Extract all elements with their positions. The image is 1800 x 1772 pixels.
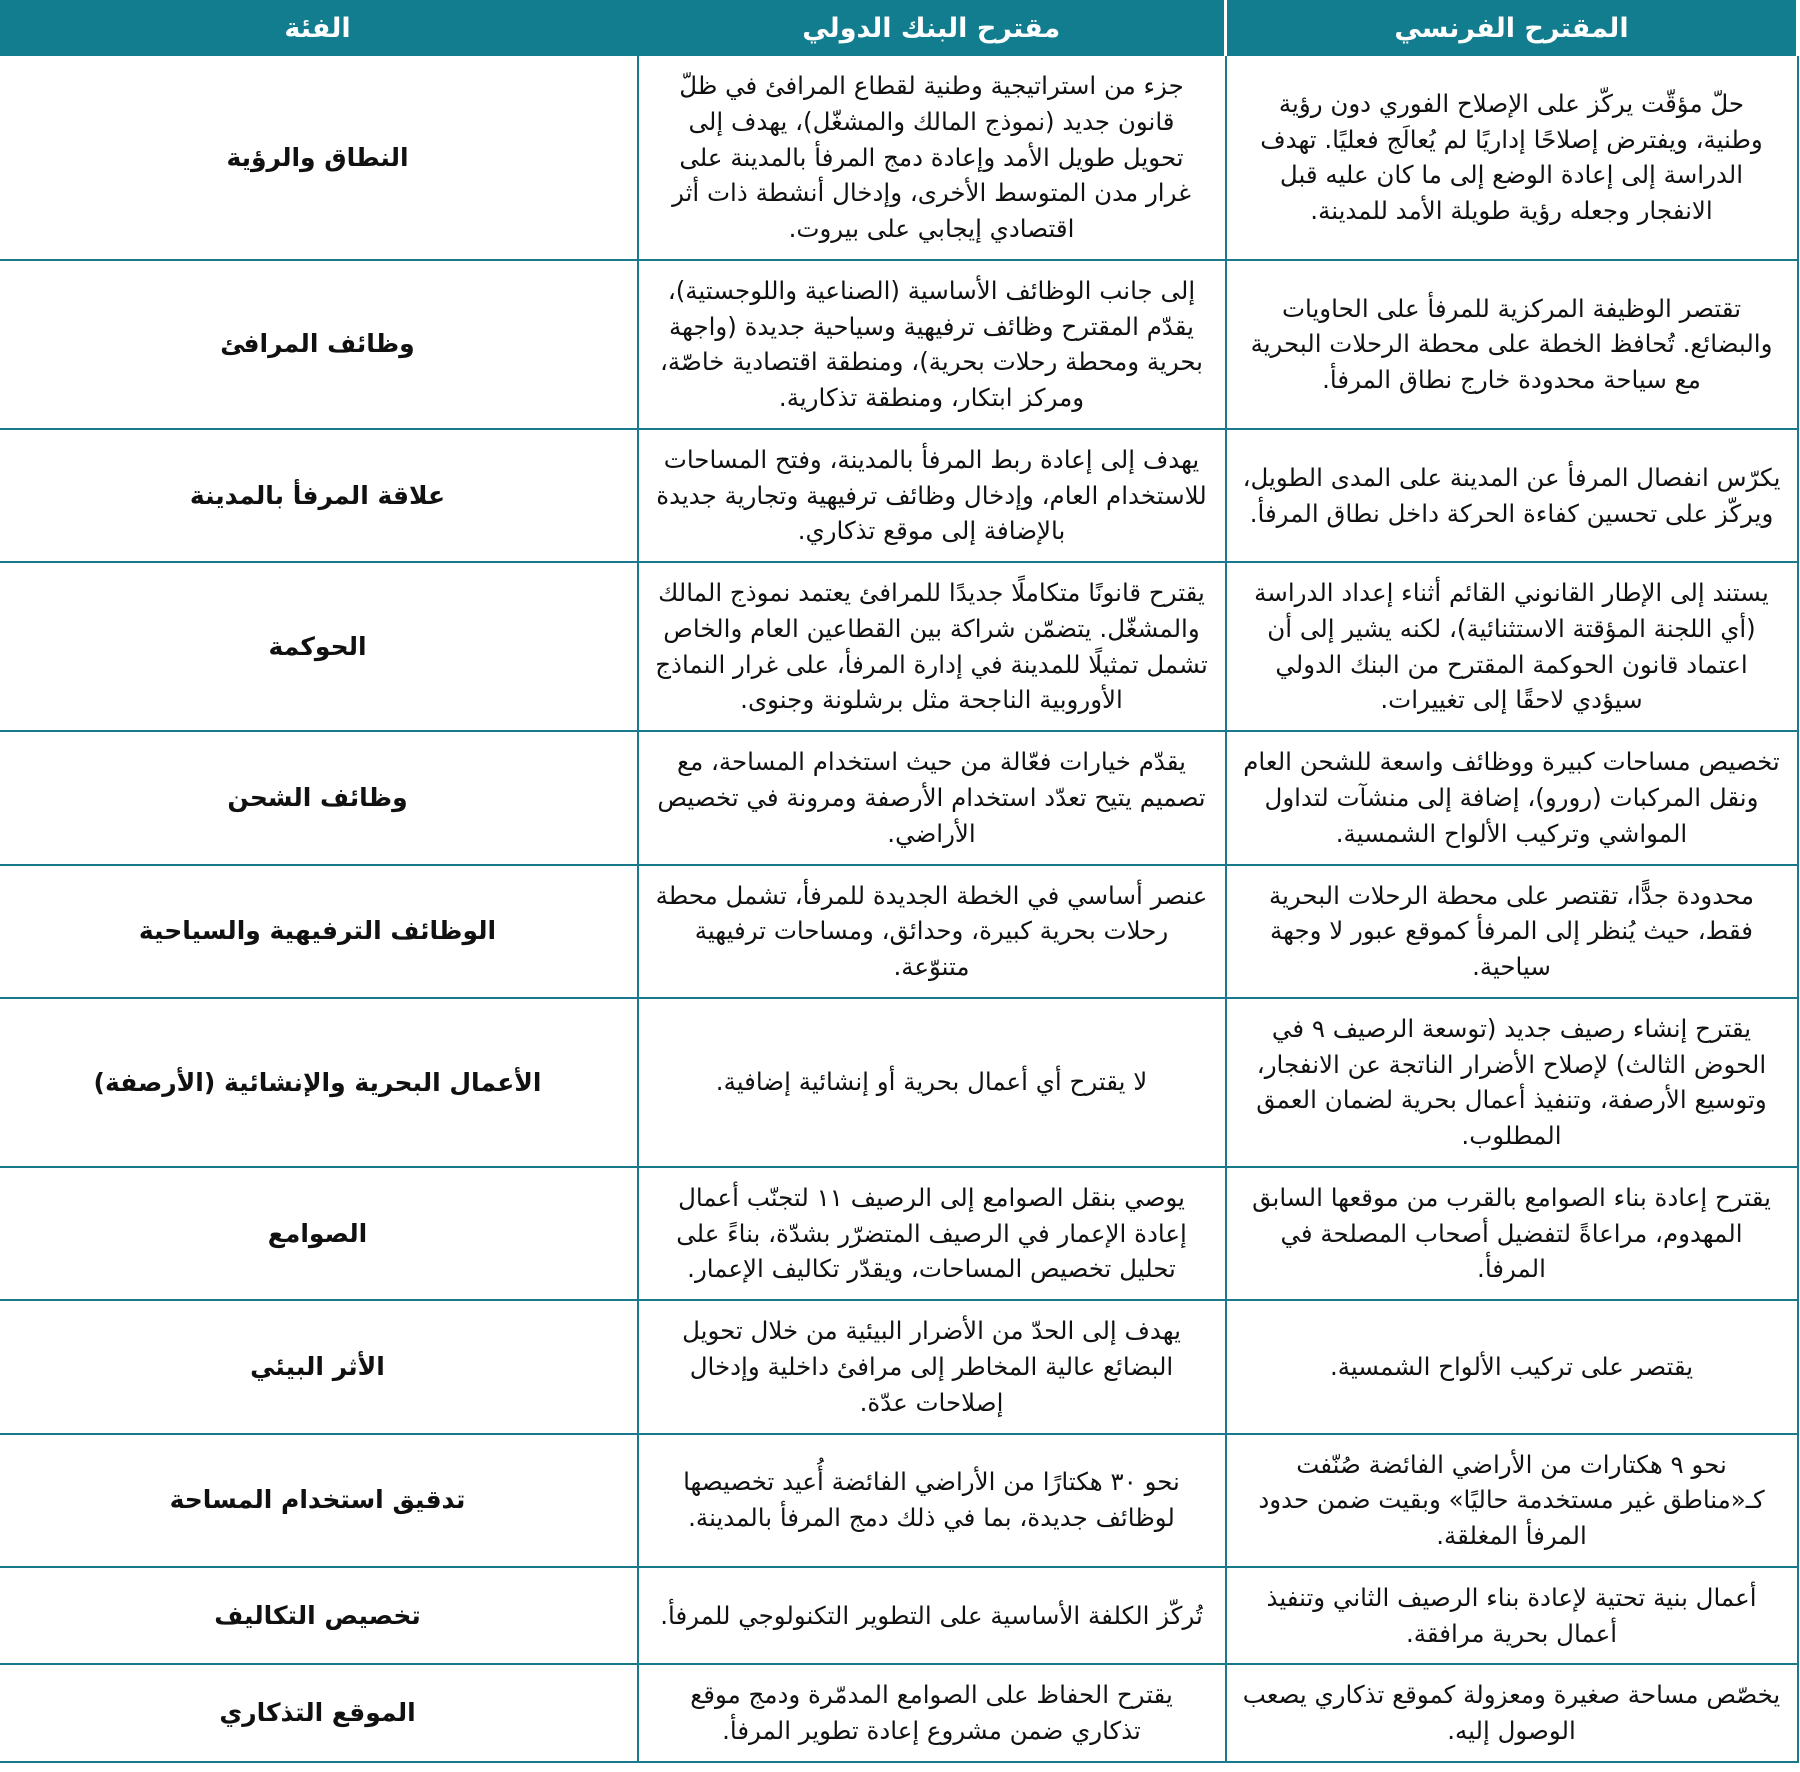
cell-category: الموقع التذكاري	[0, 1664, 639, 1762]
cell-category: الحوكمة	[0, 562, 639, 731]
table-row	[0, 1300, 1799, 1433]
cell-french-proposal: يقتصر على تركيب الألواح الشمسية.	[1227, 1300, 1799, 1433]
table-header	[0, 1, 1799, 55]
cell-world-bank-proposal: إلى جانب الوظائف الأساسية (الصناعية واللوجستية)، يقدّم المقترح وظائف ترفيهية وسياحية جديدة (واجهة بحرية ومحطة رحلات بحرية)، ومنطقة اقتصادية خاصّة، ومركز ابتكار، ومنطقة تذكارية.	[639, 260, 1227, 429]
cell-world-bank-proposal: يقترح قانونًا متكاملًا جديدًا للمرافئ يعتمد نموذج المالك والمشغّل. يتضمّن شراكة بين القطاعين العام والخاص تشمل تمثيلًا للمدينة في إدارة المرفأ، على غرار النماذج الأوروبية الناجحة مثل برشلونة وجنوى.	[639, 562, 1227, 731]
cell-category: الأعمال البحرية والإنشائية (الأرصفة)	[0, 998, 639, 1167]
cell-french-proposal: نحو ٩ هكتارات من الأراضي الفائضة صُنّفت كـ«مناطق غير مستخدمة حاليًا» وبقيت ضمن حدود المرفأ المغلقة.	[1227, 1434, 1799, 1567]
cell-category: النطاق والرؤية	[0, 55, 639, 260]
cell-french-proposal: محدودة جدًّا، تقتصر على محطة الرحلات البحرية فقط، حيث يُنظر إلى المرفأ كموقع عبور لا وجهة سياحية.	[1227, 865, 1799, 998]
cell-french-proposal: يقترح إنشاء رصيف جديد (توسعة الرصيف ٩ في الحوض الثالث) لإصلاح الأضرار الناتجة عن الانفجار، وتوسيع الأرصفة، وتنفيذ أعمال بحرية لضمان العمق المطلوب.	[1227, 998, 1799, 1167]
table-row	[0, 1167, 1799, 1300]
table-row	[0, 1567, 1799, 1665]
table-row	[0, 1434, 1799, 1567]
cell-category: الصوامع	[0, 1167, 639, 1300]
cell-french-proposal: يكرّس انفصال المرفأ عن المدينة على المدى الطويل، ويركّز على تحسين كفاءة الحركة داخل نطاق المرفأ.	[1227, 429, 1799, 562]
cell-category: الوظائف الترفيهية والسياحية	[0, 865, 639, 998]
cell-french-proposal: تقتصر الوظيفة المركزية للمرفأ على الحاويات والبضائع. تُحافظ الخطة على محطة الرحلات البحرية مع سياحة محدودة خارج نطاق المرفأ.	[1227, 260, 1799, 429]
table-row	[0, 1664, 1799, 1762]
cell-world-bank-proposal: يقترح الحفاظ على الصوامع المدمّرة ودمج موقع تذكاري ضمن مشروع إعادة تطوير المرفأ.	[639, 1664, 1227, 1762]
cell-category: وظائف الشحن	[0, 731, 639, 864]
cell-category: تدقيق استخدام المساحة	[0, 1434, 639, 1567]
cell-french-proposal: يستند إلى الإطار القانوني القائم أثناء إعداد الدراسة (أي اللجنة المؤقتة الاستثنائية)، لكنه يشير إلى أن اعتماد قانون الحوكمة المقترح من البنك الدولي سيؤدي لاحقًا إلى تغييرات.	[1227, 562, 1799, 731]
column-header-world-bank: مقترح البنك الدولي	[639, 1, 1227, 55]
table-row	[0, 55, 1799, 260]
cell-french-proposal: تخصيص مساحات كبيرة ووظائف واسعة للشحن العام ونقل المركبات (رورو)، إضافة إلى منشآت لتداول المواشي وتركيب الألواح الشمسية.	[1227, 731, 1799, 864]
cell-category: تخصيص التكاليف	[0, 1567, 639, 1665]
column-header-french: المقترح الفرنسي	[1227, 1, 1799, 55]
table-row	[0, 731, 1799, 864]
table-row	[0, 429, 1799, 562]
table-body	[0, 55, 1799, 1762]
cell-world-bank-proposal: عنصر أساسي في الخطة الجديدة للمرفأ، تشمل محطة رحلات بحرية كبيرة، وحدائق، ومساحات ترفيهية متنوّعة.	[639, 865, 1227, 998]
cell-world-bank-proposal: لا يقترح أي أعمال بحرية أو إنشائية إضافية.	[639, 998, 1227, 1167]
header-row	[0, 1, 1799, 55]
column-header-category: الفئة	[0, 1, 639, 55]
table-row	[0, 260, 1799, 429]
cell-world-bank-proposal: يهدف إلى الحدّ من الأضرار البيئية من خلال تحويل البضائع عالية المخاطر إلى مرافئ داخلية وإدخال إصلاحات عدّة.	[639, 1300, 1227, 1433]
cell-world-bank-proposal: يوصي بنقل الصوامع إلى الرصيف ١١ لتجنّب أعمال إعادة الإعمار في الرصيف المتضرّر بشدّة، بناءً على تحليل تخصيص المساحات، ويقدّر تكاليف الإعمار.	[639, 1167, 1227, 1300]
cell-french-proposal: أعمال بنية تحتية لإعادة بناء الرصيف الثاني وتنفيذ أعمال بحرية مرافقة.	[1227, 1567, 1799, 1665]
cell-french-proposal: يخصّص مساحة صغيرة ومعزولة كموقع تذكاري يصعب الوصول إليه.	[1227, 1664, 1799, 1762]
cell-world-bank-proposal: جزء من استراتيجية وطنية لقطاع المرافئ في ظلّ قانون جديد (نموذج المالك والمشغّل)، يهدف إلى تحويل طويل الأمد وإعادة دمج المرفأ بالمدينة على غرار مدن المتوسط الأخرى، وإدخال أنشطة ذات أثر اقتصادي إيجابي على بيروت.	[639, 55, 1227, 260]
cell-world-bank-proposal: يقدّم خيارات فعّالة من حيث استخدام المساحة، مع تصميم يتيح تعدّد استخدام الأرصفة ومرونة في تخصيص الأراضي.	[639, 731, 1227, 864]
cell-world-bank-proposal: يهدف إلى إعادة ربط المرفأ بالمدينة، وفتح المساحات للاستخدام العام، وإدخال وظائف ترفيهية وتجارية جديدة بالإضافة إلى موقع تذكاري.	[639, 429, 1227, 562]
cell-category: وظائف المرافئ	[0, 260, 639, 429]
cell-category: الأثر البيئي	[0, 1300, 639, 1433]
table-row	[0, 562, 1799, 731]
table-row	[0, 998, 1799, 1167]
cell-french-proposal: يقترح إعادة بناء الصوامع بالقرب من موقعها السابق المهدوم، مراعاةً لتفضيل أصحاب المصلحة في المرفأ.	[1227, 1167, 1799, 1300]
cell-world-bank-proposal: تُركّز الكلفة الأساسية على التطوير التكنولوجي للمرفأ.	[639, 1567, 1227, 1665]
cell-world-bank-proposal: نحو ٣٠ هكتارًا من الأراضي الفائضة أُعيد تخصيصها لوظائف جديدة، بما في ذلك دمج المرفأ بالمدينة.	[639, 1434, 1227, 1567]
cell-category: علاقة المرفأ بالمدينة	[0, 429, 639, 562]
cell-french-proposal: حلّ مؤقّت يركّز على الإصلاح الفوري دون رؤية وطنية، ويفترض إصلاحًا إداريًا لم يُعالَج فعليًا. تهدف الدراسة إلى إعادة الوضع إلى ما كان عليه قبل الانفجار وجعله رؤية طويلة الأمد للمدينة.	[1227, 55, 1799, 260]
table-row	[0, 865, 1799, 998]
